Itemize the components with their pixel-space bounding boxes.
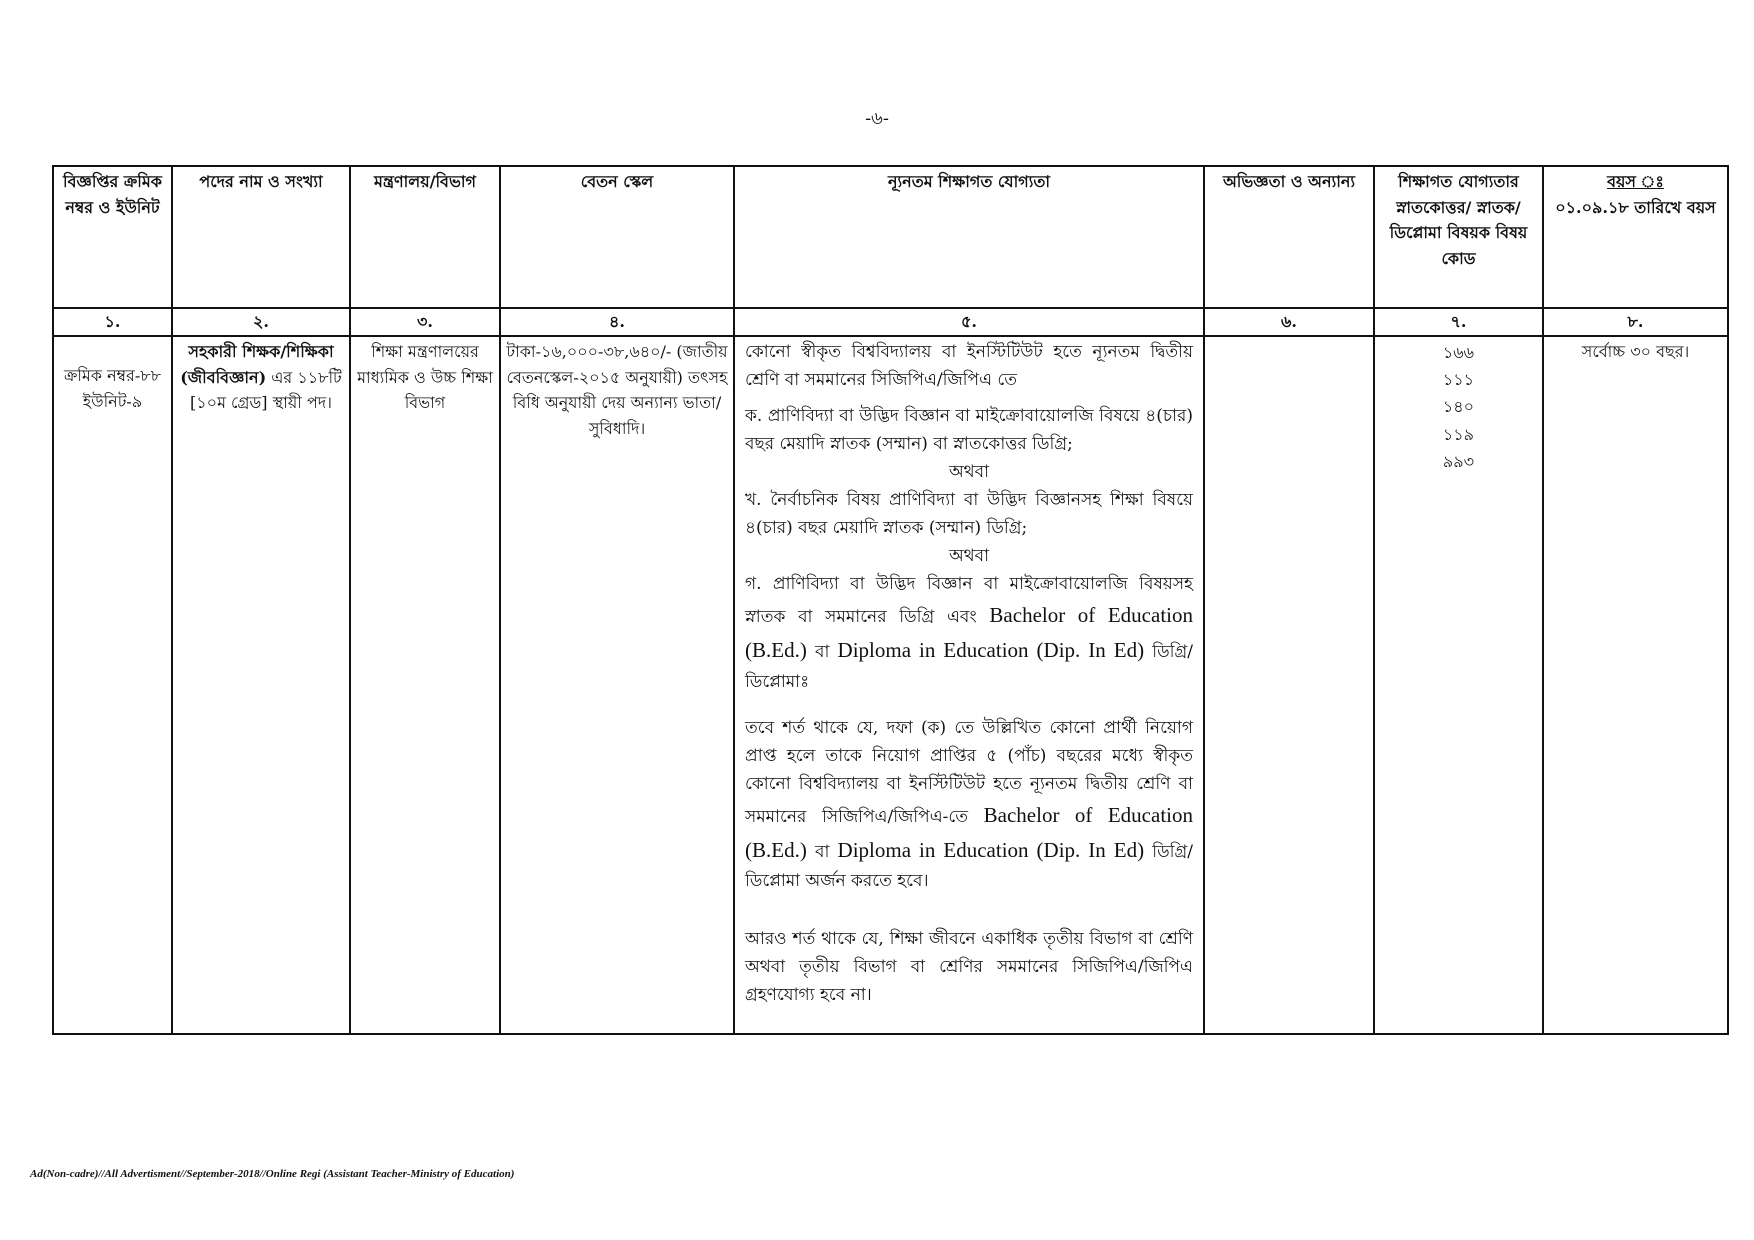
condition-1 (745, 714, 1193, 895)
header-qualification: ন্যূনতম শিক্ষাগত যোগ্যতা (734, 166, 1204, 308)
experience-cell (1204, 336, 1374, 1034)
qualification-or-2: অথবা (948, 546, 990, 567)
header-subject-code: শিক্ষাগত যোগ্যতার স্নাতকোত্তর/ স্নাতক/ ডিপ্লোমা বিষয়ক বিষয় কোড (1374, 166, 1543, 308)
condition-1-or: বা (806, 841, 838, 862)
post-title: সহকারী শিক্ষক/শিক্ষিকা (জীববিজ্ঞান) (180, 342, 334, 387)
condition-1-bed: Bachelor of Education (B.Ed.) (745, 802, 1193, 862)
recruitment-table (52, 165, 1729, 1035)
pay-scale-cell: টাকা-১৬,০০০-৩৮,৬৪০/- (জাতীয় বেতনস্কেল-২০১৫ অনুযায়ী) তৎসহ বিধি অনুযায়ী দেয় অন্যান্য ভাতা/সুবিধাদি। (500, 336, 734, 1034)
subject-code: ৯৯৩ (1442, 451, 1475, 471)
header-serial: বিজ্ঞপ্তির ক্রমিক নম্বর ও ইউনিট (53, 166, 172, 308)
subject-code: ১৬৬ (1442, 343, 1475, 362)
qualification-ga-text: গ. প্রাণিবিদ্যা বা উদ্ভিদ বিজ্ঞান বা মাইক্রোবায়োলজি বিষয়সহ স্নাতক বা সমমানের ডিগ্রি এবং (745, 574, 1193, 628)
qualification-ga (745, 570, 1193, 695)
qualification-cell (734, 336, 1204, 1034)
col-num-5: ৫. (734, 308, 1204, 336)
col-num-4: ৪. (500, 308, 734, 336)
page-number: -৬- (865, 108, 889, 129)
qualification-ka: ক. প্রাণিবিদ্যা বা উদ্ভিদ বিজ্ঞান বা মাইক্রোবায়োলজি বিষয়ে ৪(চার) বছর মেয়াদি স্নাতক (সম্মান) বা স্নাতকোত্তর ডিগ্রি; (745, 406, 1193, 455)
condition-2: আরও শর্ত থাকে যে, শিক্ষা জীবনে একাধিক তৃতীয় বিভাগ বা শ্রেণি অথবা তৃতীয় বিভাগ বা শ্রেণির সমমানের সিজিপিএ/জিপিএ গ্রহণযোগ্য হবে না। (745, 929, 1193, 1006)
header-post: পদের নাম ও সংখ্যা (172, 166, 350, 308)
header-age (1543, 166, 1728, 308)
qualification-ga-or: বা (806, 642, 838, 663)
header-age-title: বয়স ঃ (1607, 172, 1664, 191)
post-count: এর ১১৮টি [১০ম গ্রেড] স্থায়ী পদ। (190, 367, 342, 413)
col-num-3: ৩. (350, 308, 500, 336)
table-row (53, 336, 1728, 1034)
subject-code: ১১১ (1442, 370, 1475, 390)
header-pay-scale: বেতন স্কেল (500, 166, 734, 308)
qualification-kha: খ. নৈর্বাচনিক বিষয় প্রাণিবিদ্যা বা উদ্ভিদ বিজ্ঞানসহ শিক্ষা বিষয়ে ৪(চার) বছর মেয়াদি স্নাতক (সম্মান) ডিগ্রি; (745, 490, 1193, 539)
col-num-6: ৬. (1204, 308, 1374, 336)
subject-code: ১১৯ (1442, 424, 1475, 444)
header-experience: অভিজ্ঞতা ও অন্যান্য (1204, 166, 1374, 308)
col-num-7: ৭. (1374, 308, 1543, 336)
col-num-8: ৮. (1543, 308, 1728, 336)
qualification-ga-bed: Bachelor of Education (B.Ed.) (745, 603, 1193, 663)
col-num-1: ১. (53, 308, 172, 336)
condition-1-diploma: Diploma in Education (Dip. In Ed) (837, 837, 1145, 862)
ministry-cell: শিক্ষা মন্ত্রণালয়ের মাধ্যমিক ও উচ্চ শিক্ষা বিভাগ (350, 336, 500, 1034)
qualification-ga-end: ডিগ্রি/ডিপ্লোমাঃ (745, 642, 1193, 692)
footer-reference: Ad(Non-cadre)//All Advertisment//September-2018//Online Regi (Assistant Teacher-Ministry of Education) (30, 1168, 515, 1180)
column-number-row (53, 308, 1728, 336)
qualification-ga-diploma: Diploma in Education (Dip. In Ed) (837, 638, 1145, 663)
qualification-intro: কোনো স্বীকৃত বিশ্ববিদ্যালয় বা ইনস্টিটিউট হতে ন্যূনতম দ্বিতীয় শ্রেণি বা সমমানের সিজিপিএ/জিপিএ তে (745, 342, 1193, 391)
col-num-2: ২. (172, 308, 350, 336)
subject-code: ১৪০ (1442, 397, 1475, 417)
post-cell (172, 336, 350, 1034)
age-cell: সর্বোচ্চ ৩০ বছর। (1543, 336, 1728, 1034)
condition-1-text: তবে শর্ত থাকে যে, দফা (ক) তে উল্লিখিত কোনো প্রার্থী নিয়োগ প্রাপ্ত হলে তাকে নিয়োগ প্রাপ্তির ৫ (পাঁচ) বছরের মধ্যে স্বীকৃত কোনো বিশ্ববিদ্যালয় বা ইনস্টিটিউট হতে ন্যূনতম দ্বিতীয় শ্রেণি বা সমমানের সিজিপিএ/জিপিএ-তে (745, 717, 1193, 827)
qualification-or-1: অথবা (948, 462, 990, 483)
header-ministry: মন্ত্রণালয়/বিভাগ (350, 166, 500, 308)
condition-1-end: ডিগ্রি/ডিপ্লোমা অর্জন করতে হবে। (745, 841, 1193, 892)
header-row (53, 166, 1728, 308)
serial-unit-cell: ক্রমিক নম্বর-৮৮ ইউনিট-৯ (53, 336, 172, 1034)
subject-code-cell (1374, 336, 1543, 1034)
header-age-sub: ০১.০৯.১৮ তারিখে বয়স (1555, 197, 1716, 217)
